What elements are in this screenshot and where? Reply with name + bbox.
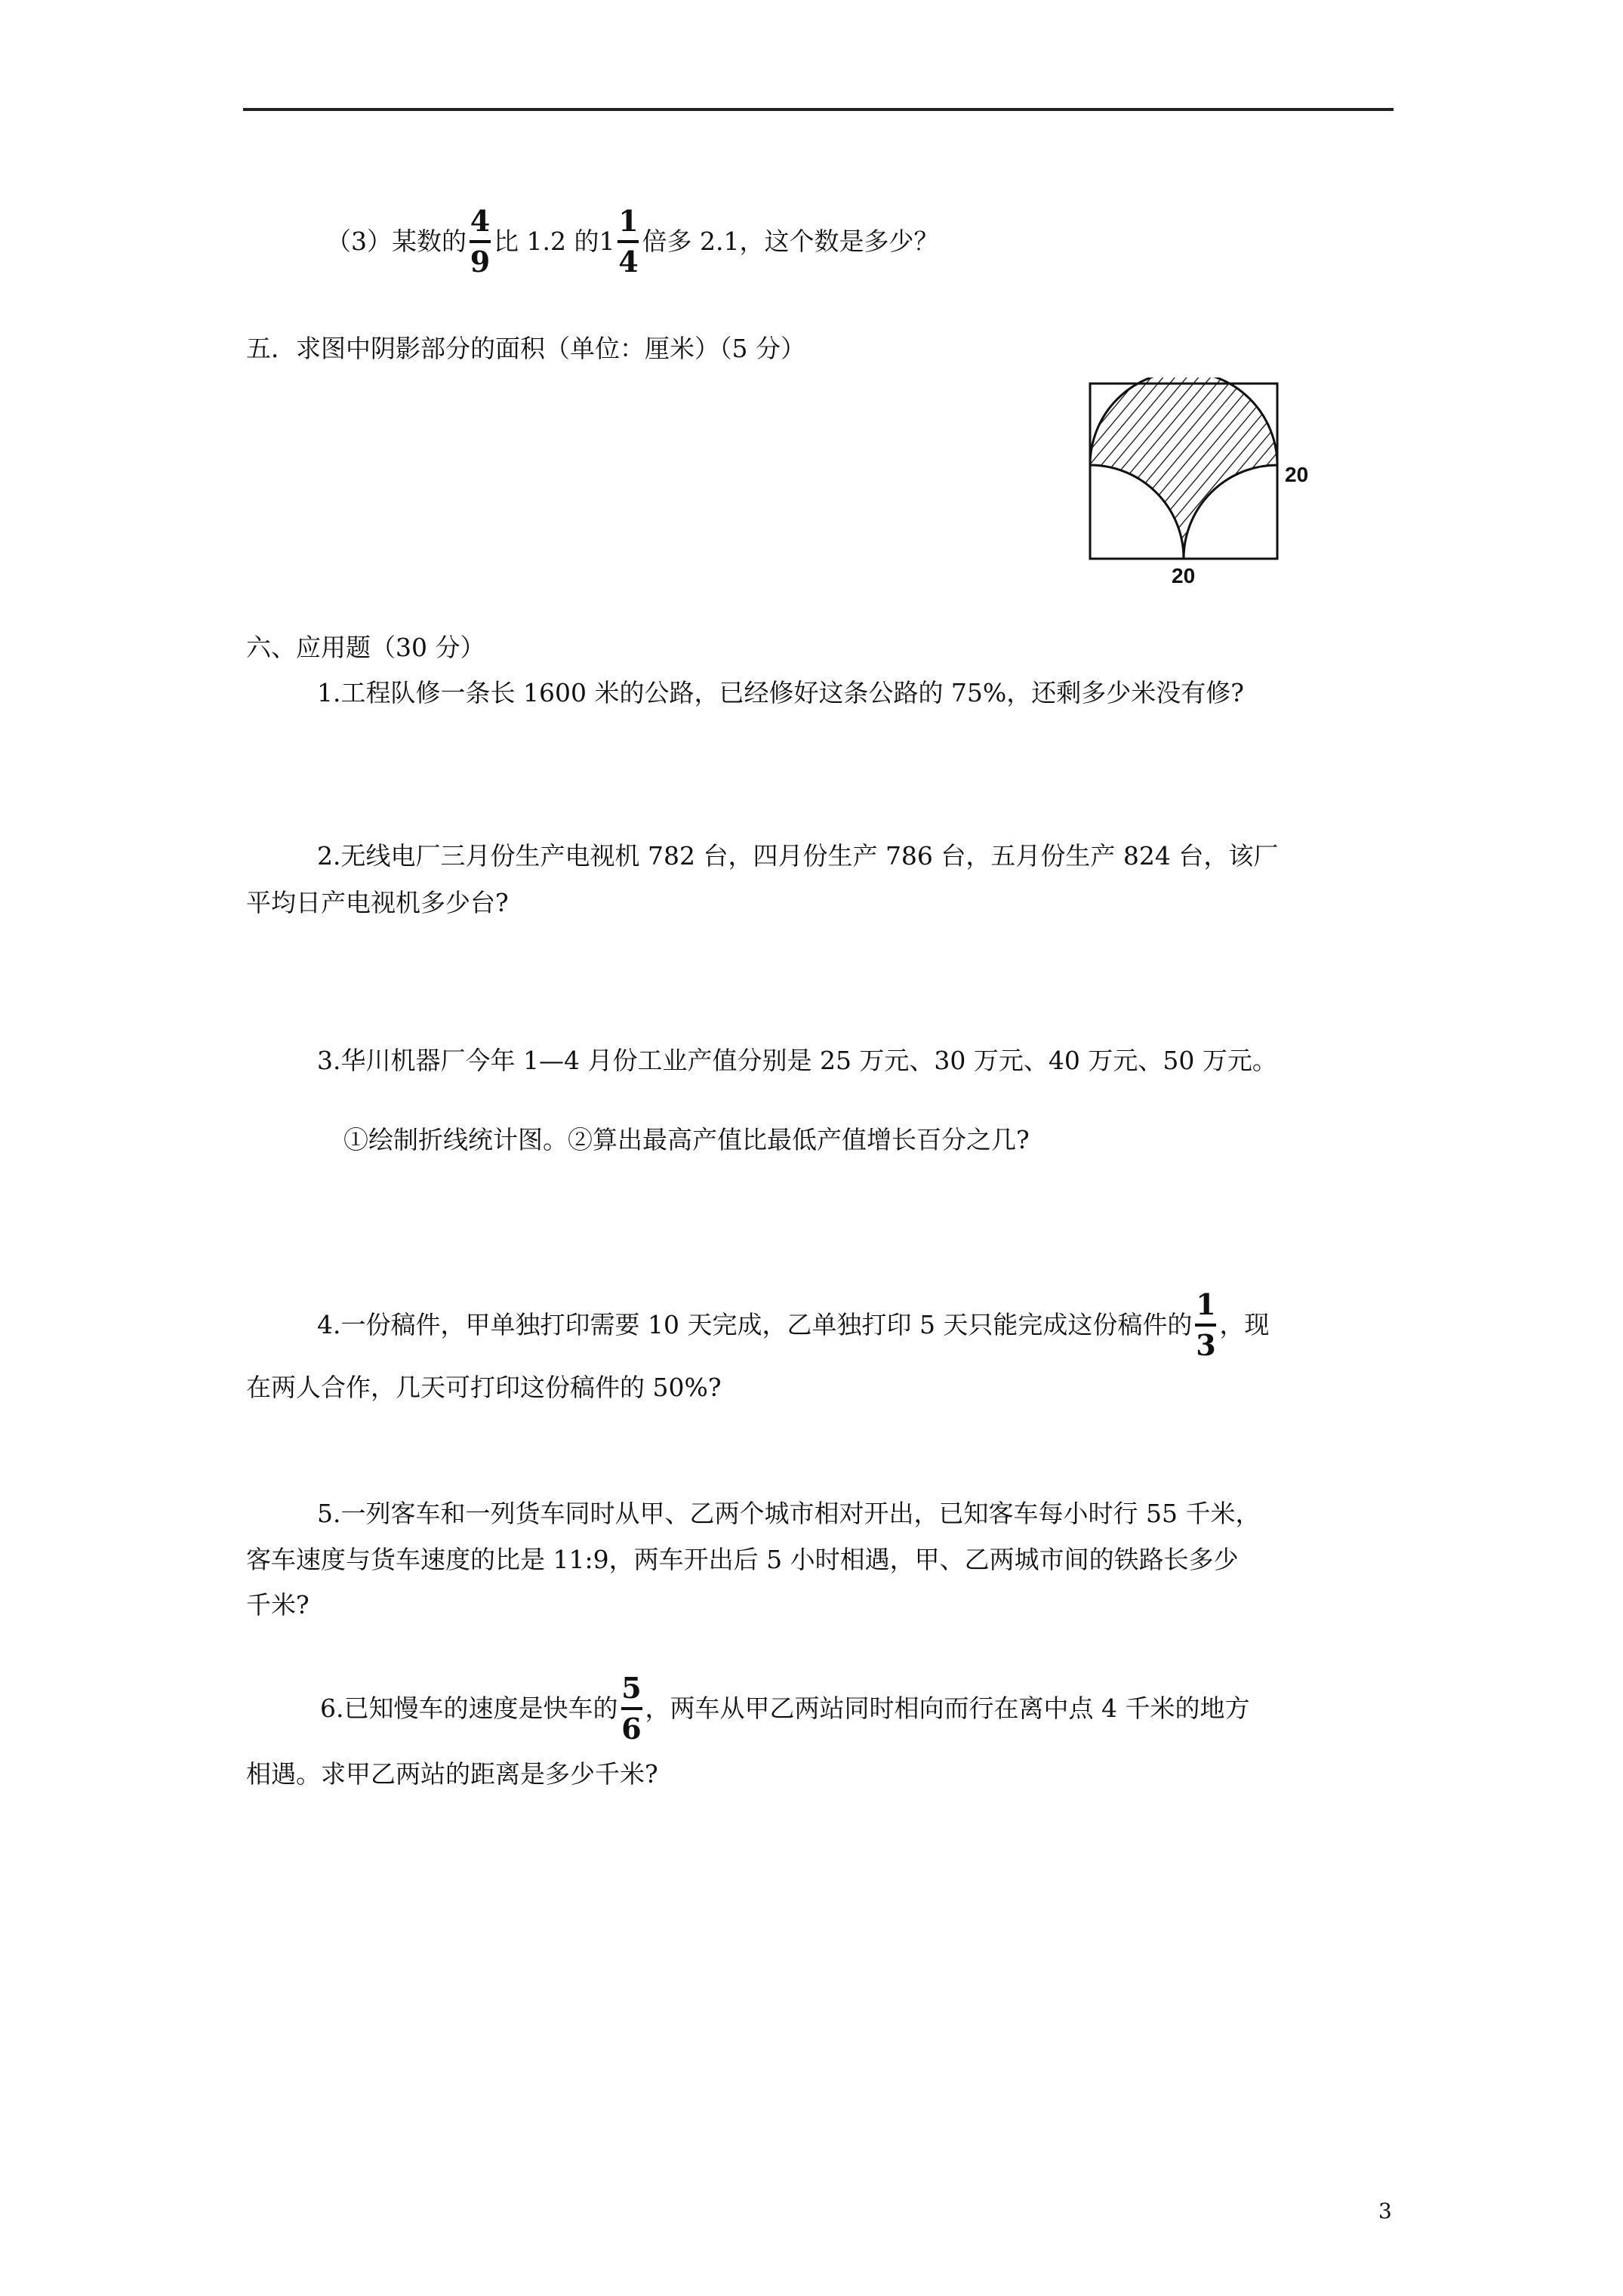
problem-4-line-2: 在两人合作，几天可打印这份稿件的 50%? — [246, 1373, 722, 1402]
frac-denominator: 6 — [621, 1712, 642, 1746]
p4-suffix: ，现 — [1219, 1310, 1270, 1339]
frac-bar — [617, 240, 639, 243]
page-number: 3 — [1378, 2199, 1392, 2224]
label-right-20: 20 — [1285, 463, 1309, 486]
problem-6-line-2: 相遇。求甲乙两站的距离是多少千米? — [246, 1759, 658, 1789]
header-rule — [243, 108, 1394, 111]
shaded-region — [1090, 378, 1277, 559]
q3-prefix: （3）某数的 — [326, 227, 467, 256]
problem-3-line-2: ①绘制折线统计图。②算出最高产值比最低产值增长百分之几? — [343, 1125, 1030, 1154]
section-5-title: 五．求图中阴影部分的面积（单位：厘米）（5 分） — [246, 334, 805, 363]
frac-denominator: 4 — [618, 245, 639, 279]
frac-numerator: 1 — [618, 204, 639, 238]
problem-5-line-2: 客车速度与货车速度的比是 11:9，两车开出后 5 小时相遇，甲、乙两城市间的铁路长多少 — [246, 1545, 1239, 1574]
fraction-1-4 — [617, 205, 639, 278]
frac-numerator: 1 — [1196, 1287, 1216, 1321]
p6-suffix: ，两车从甲乙两站同时相向而行在离中点 4 千米的地方 — [645, 1693, 1250, 1723]
problem-2-line-1: 2.无线电厂三月份生产电视机 782 台，四月份生产 786 台，五月份生产 824 台，该厂 — [317, 841, 1279, 871]
problem-5-line-1: 5.一列客车和一列货车同时从甲、乙两个城市相对开出，已知客车每小时行 55 千米， — [317, 1499, 1261, 1528]
q3-mid: 比 1.2 的 — [494, 227, 599, 256]
frac-numerator: 5 — [621, 1671, 642, 1705]
problem-2-line-2: 平均日产电视机多少台? — [246, 888, 509, 917]
frac-bar — [621, 1707, 642, 1710]
problem-3-line-1: 3.华川机器厂今年 1—4 月份工业产值分别是 25 万元、30 万元、40 万元、50 万元。 — [317, 1046, 1277, 1075]
frac-denominator: 9 — [470, 245, 491, 279]
problem-6-line-1 — [320, 1667, 1249, 1750]
p6-prefix: 6.已知慢车的速度是快车的 — [320, 1693, 618, 1723]
figure-shapes — [1090, 378, 1277, 559]
fraction-4-9 — [470, 205, 491, 278]
frac-bar — [470, 240, 491, 243]
fraction-5-6 — [621, 1672, 642, 1745]
section-6-title: 六、应用题（30 分） — [246, 633, 485, 662]
frac-bar — [1195, 1324, 1216, 1327]
q3-suffix: 倍多 2.1，这个数是多少？ — [642, 227, 939, 256]
problem-4-line-1 — [317, 1284, 1269, 1367]
mixed-number-whole: 1 — [599, 227, 615, 256]
frac-denominator: 3 — [1196, 1328, 1216, 1362]
question-3 — [326, 200, 938, 283]
label-bottom-20: 20 — [1172, 564, 1196, 587]
frac-numerator: 4 — [470, 204, 491, 238]
p4-prefix: 4.一份稿件，甲单独打印需要 10 天完成，乙单独打印 5 天只能完成这份稿件的 — [317, 1310, 1193, 1339]
fraction-1-3 — [1195, 1289, 1216, 1361]
shaded-area-figure — [1079, 378, 1336, 589]
problem-1: 1.工程队修一条长 1600 米的公路，已经修好这条公路的 75%，还剩多少米没有修? — [317, 678, 1244, 707]
problem-5-line-3: 千米? — [246, 1590, 310, 1620]
